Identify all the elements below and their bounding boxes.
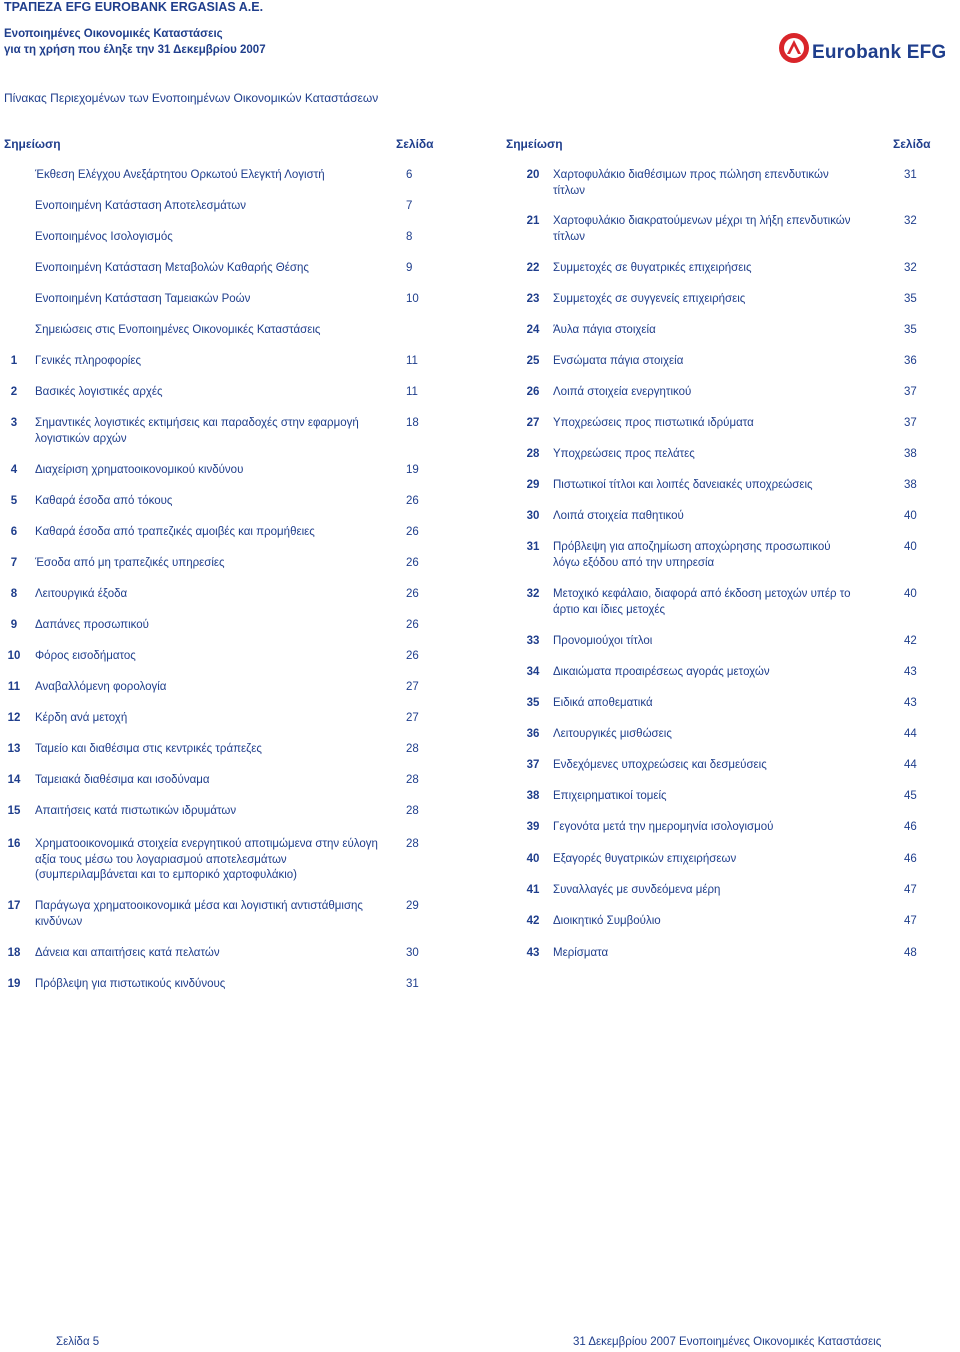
note-number: 5 xyxy=(10,495,18,507)
note-title: Λειτουργικές μισθώσεις xyxy=(553,728,672,740)
note-number: 21 xyxy=(526,215,540,227)
page-number: 26 xyxy=(406,619,419,631)
page-number: 32 xyxy=(904,262,917,274)
page-number: 30 xyxy=(406,947,419,959)
note-title: Ενοποιημένη Κατάσταση Αποτελεσμάτων xyxy=(35,200,246,212)
note-title: Σημειώσεις στις Ενοποιημένες Οικονομικές Καταστάσεις xyxy=(35,324,321,336)
page-number: 10 xyxy=(406,293,419,305)
page-number: 48 xyxy=(904,947,917,959)
page-number: 29 xyxy=(406,900,419,912)
note-title: Βασικές λογιστικές αρχές xyxy=(35,386,163,398)
note-number: 22 xyxy=(526,262,540,274)
page-number: 31 xyxy=(904,169,917,181)
note-number: 40 xyxy=(526,853,540,865)
page-number: 38 xyxy=(904,448,917,460)
note-number: 14 xyxy=(7,774,21,786)
page-number: 47 xyxy=(904,915,917,927)
note-number: 20 xyxy=(526,169,540,181)
note-title: Πρόβλεψη για πιστωτικούς κινδύνους xyxy=(35,978,226,990)
page-number: 36 xyxy=(904,355,917,367)
page-number: 19 xyxy=(406,464,419,476)
note-title: Προνομιούχοι τίτλοι xyxy=(553,635,653,647)
note-title: Ενδεχόμενες υποχρεώσεις και δεσμεύσεις xyxy=(553,759,767,771)
note-number: 28 xyxy=(526,448,540,460)
right-note-header: Σημείωση xyxy=(506,137,563,151)
note-number: 10 xyxy=(7,650,21,662)
page-number: 35 xyxy=(904,324,917,336)
note-number: 9 xyxy=(10,619,18,631)
note-title: Δικαιώματα προαιρέσεως αγοράς μετοχών xyxy=(553,666,770,678)
note-number: 15 xyxy=(7,805,21,817)
page-number: 26 xyxy=(406,588,419,600)
note-number: 36 xyxy=(526,728,540,740)
note-number: 43 xyxy=(526,947,540,959)
note-number: 27 xyxy=(526,417,540,429)
page-number: 7 xyxy=(406,200,413,212)
page-number: 28 xyxy=(406,774,419,786)
note-title: Χρηματοοικονομικά στοιχεία ενεργητικού αποτιμώμενα στην εύλογη αξία τους μέσω του λογαριασμού αποτελεσμάτων (συμπεριλαμβάνεται και το εμπορικό χαρτοφυλάκιο) xyxy=(35,838,378,881)
note-number: 12 xyxy=(7,712,21,724)
page-number: 11 xyxy=(406,386,418,398)
note-number: 32 xyxy=(526,588,540,600)
report-period: για τη χρήση που έληξε την 31 Δεκεμβρίου 2007 xyxy=(4,44,266,56)
page-number: 28 xyxy=(406,838,419,850)
note-title: Δάνεια και απαιτήσεις κατά πελατών xyxy=(35,947,220,959)
note-number: 38 xyxy=(526,790,540,802)
page-number: 47 xyxy=(904,884,917,896)
footer-page-number: Σελίδα 5 xyxy=(56,1336,100,1348)
note-title: Επιχειρηματικοί τομείς xyxy=(553,790,667,802)
note-number: 41 xyxy=(526,884,540,896)
note-title: Σημαντικές λογιστικές εκτιμήσεις και παραδοχές στην εφαρμογή λογιστικών αρχών xyxy=(35,417,359,445)
page-number: 8 xyxy=(406,231,413,243)
note-number: 33 xyxy=(526,635,540,647)
footer-report-name: 31 Δεκεμβρίου 2007 Ενοποιημένες Οικονομικές Καταστάσεις xyxy=(573,1336,882,1348)
page-number: 11 xyxy=(406,355,418,367)
note-title: Γεγονότα μετά την ημερομηνία ισολογισμού xyxy=(553,821,774,833)
page-number: 27 xyxy=(406,712,419,724)
page-number: 45 xyxy=(904,790,917,802)
note-title: Λοιπά στοιχεία παθητικού xyxy=(553,510,684,522)
note-title: Καθαρά έσοδα από τόκους xyxy=(35,495,173,507)
note-title: Έκθεση Ελέγχου Ανεξάρτητου Ορκωτού Ελεγκτή Λογιστή xyxy=(35,169,325,181)
note-title: Ειδικά αποθεματικά xyxy=(553,697,653,709)
page-number: 43 xyxy=(904,697,917,709)
page-number: 31 xyxy=(406,978,419,990)
page-number: 42 xyxy=(904,635,917,647)
page-title: Πίνακας Περιεχομένων των Ενοποιημένων Οικονομικών Καταστάσεων xyxy=(4,91,379,105)
note-title: Αναβαλλόμενη φορολογία xyxy=(35,681,167,693)
note-title: Συναλλαγές με συνδεόμενα μέρη xyxy=(553,884,721,896)
note-number: 23 xyxy=(526,293,540,305)
left-note-header: Σημείωση xyxy=(4,137,61,151)
note-title: Παράγωγα χρηματοοικονομικά μέσα και λογιστική αντιστάθμισης κινδύνων xyxy=(35,900,363,928)
page-number: 38 xyxy=(904,479,917,491)
page-number: 44 xyxy=(904,728,917,740)
note-number: 30 xyxy=(526,510,540,522)
note-number: 31 xyxy=(526,541,540,553)
note-number: 6 xyxy=(10,526,18,538)
note-title: Συμμετοχές σε θυγατρικές επιχειρήσεις xyxy=(553,262,752,274)
eurobank-logo xyxy=(778,28,954,68)
note-number: 39 xyxy=(526,821,540,833)
page-number: 6 xyxy=(406,169,413,181)
note-number: 18 xyxy=(7,947,21,959)
page-number: 26 xyxy=(406,526,419,538)
page-number: 43 xyxy=(904,666,917,678)
page-number: 9 xyxy=(406,262,413,274)
note-title: Πιστωτικοί τίτλοι και λοιπές δανειακές υποχρεώσεις xyxy=(553,479,813,491)
note-title: Διοικητικό Συμβούλιο xyxy=(553,915,661,927)
page-number: 32 xyxy=(904,215,917,227)
note-title: Ταμειακά διαθέσιμα και ισοδύναμα xyxy=(35,774,210,786)
page-number: 46 xyxy=(904,853,917,865)
note-title: Μερίσματα xyxy=(553,947,609,959)
note-number: 2 xyxy=(10,386,18,398)
page-number: 27 xyxy=(406,681,419,693)
note-title: Ενσώματα πάγια στοιχεία xyxy=(553,355,684,367)
note-number: 25 xyxy=(526,355,540,367)
note-title: Άυλα πάγια στοιχεία xyxy=(553,324,656,336)
right-page-header: Σελίδα xyxy=(893,137,931,151)
note-number: 29 xyxy=(526,479,540,491)
report-subtitle: Ενοποιημένες Οικονομικές Καταστάσεις xyxy=(4,28,223,40)
note-title: Συμμετοχές σε συγγενείς επιχειρήσεις xyxy=(553,293,746,305)
note-number: 34 xyxy=(526,666,540,678)
page-number: 40 xyxy=(904,510,917,522)
note-title: Έσοδα από μη τραπεζικές υπηρεσίες xyxy=(35,557,225,569)
bank-name: ΤΡΑΠΕΖΑ EFG EUROBANK ERGASIAS A.E. xyxy=(4,0,264,14)
left-page-header: Σελίδα xyxy=(396,137,434,151)
note-title: Λοιπά στοιχεία ενεργητικού xyxy=(553,386,692,398)
note-title: Ενοποιημένη Κατάσταση Μεταβολών Καθαρής Θέσης xyxy=(35,262,309,274)
note-title: Ταμείο και διαθέσιμα στις κεντρικές τράπεζες xyxy=(35,743,262,755)
note-title: Ενοποιημένη Κατάσταση Ταμειακών Ροών xyxy=(35,293,251,305)
note-number: 11 xyxy=(7,681,21,693)
note-number: 1 xyxy=(10,355,18,367)
note-number: 42 xyxy=(526,915,540,927)
page-number: 44 xyxy=(904,759,917,771)
note-title: Χαρτοφυλάκιο διακρατούμενων μέχρι τη λήξη επενδυτικών τίτλων xyxy=(553,215,851,243)
note-title: Χαρτοφυλάκιο διαθέσιμων προς πώληση επενδυτικών τίτλων xyxy=(553,169,829,197)
note-title: Μετοχικό κεφάλαιο, διαφορά από έκδοση μετοχών υπέρ το άρτιο και ίδιες μετοχές xyxy=(553,588,851,616)
note-title: Δαπάνες προσωπικού xyxy=(35,619,149,631)
page-number: 26 xyxy=(406,495,419,507)
note-number: 13 xyxy=(7,743,21,755)
note-title: Γενικές πληροφορίες xyxy=(35,355,142,367)
page-number: 18 xyxy=(406,417,419,429)
note-title: Εξαγορές θυγατρικών επιχειρήσεων xyxy=(553,853,737,865)
note-number: 7 xyxy=(10,557,18,569)
page-number: 40 xyxy=(904,541,917,553)
page-number: 40 xyxy=(904,588,917,600)
note-number: 16 xyxy=(7,838,21,850)
note-number: 3 xyxy=(10,417,18,429)
page-number: 26 xyxy=(406,650,419,662)
page-number: 46 xyxy=(904,821,917,833)
logo-wordmark: Eurobank EFG xyxy=(812,42,947,63)
note-title: Ενοποιημένος Ισολογισμός xyxy=(35,231,173,243)
note-number: 8 xyxy=(10,588,18,600)
note-title: Υποχρεώσεις προς πελάτες xyxy=(553,448,695,460)
note-title: Διαχείριση χρηματοοικονομικού κινδύνου xyxy=(35,464,244,476)
note-number: 26 xyxy=(526,386,540,398)
note-title: Υποχρεώσεις προς πιστωτικά ιδρύματα xyxy=(553,417,754,429)
page-number: 28 xyxy=(406,805,419,817)
page-number: 35 xyxy=(904,293,917,305)
note-title: Λειτουργικά έξοδα xyxy=(35,588,128,600)
note-number: 4 xyxy=(10,464,18,476)
note-number: 17 xyxy=(7,900,21,912)
note-title: Κέρδη ανά μετοχή xyxy=(35,712,128,724)
note-number: 24 xyxy=(526,324,540,336)
note-title: Απαιτήσεις κατά πιστωτικών ιδρυμάτων xyxy=(35,805,237,817)
note-title: Καθαρά έσοδα από τραπεζικές αμοιβές και προμήθειες xyxy=(35,526,315,538)
note-number: 37 xyxy=(526,759,540,771)
logo-icon xyxy=(778,32,810,64)
page-number: 26 xyxy=(406,557,419,569)
page-number: 37 xyxy=(904,417,917,429)
note-title: Φόρος εισοδήματος xyxy=(35,650,136,662)
note-title: Πρόβλεψη για αποζημίωση αποχώρησης προσωπικού λόγω εξόδου από την υπηρεσία xyxy=(553,541,831,569)
note-number: 19 xyxy=(7,978,21,990)
page-number: 37 xyxy=(904,386,917,398)
note-number: 35 xyxy=(526,697,540,709)
page-number: 28 xyxy=(406,743,419,755)
